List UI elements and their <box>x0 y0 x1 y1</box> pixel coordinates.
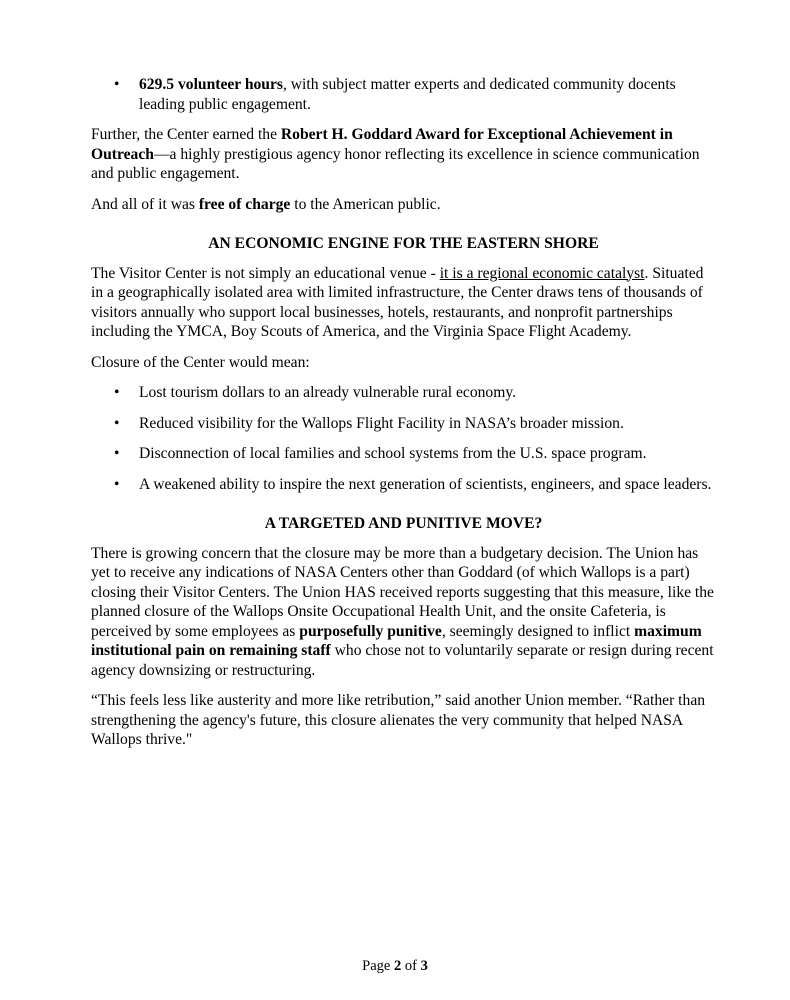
volunteer-bullet-list <box>91 75 716 114</box>
bold-text: maximum institutional pain on remaining staff <box>91 622 702 659</box>
section-heading-targeted-move: A TARGETED AND PUNITIVE MOVE? <box>264 515 543 532</box>
closure-bullet-list <box>91 383 716 494</box>
page-label: Page <box>362 958 394 974</box>
list-item <box>91 75 716 114</box>
list-item: • Disconnection of local families and school systems from the U.S. space program. <box>91 444 716 464</box>
paragraph-text: Further, the Center earned the <box>91 126 281 143</box>
quote-paragraph: “This feels less like austerity and more like retribution,” said another Union member. “Rather than strengthening the agency's future, this closure alienates the very community that helped NASA Wallops thrive." <box>91 692 706 748</box>
paragraph-text: There is growing concern that the closure may be more than a budgetary decision. The Union has yet to receive any indications of NASA Centers other than Goddard (of which Wallops is a part) closing their Visitor Centers. The Union HAS received reports suggesting that this measure, like the planned closure of the Wallops Onsite Occupational Health Unit, and the onsite Cafeteria, is perceived by some employees as <box>91 544 714 640</box>
page-number-total: 3 <box>420 958 428 974</box>
list-item: • A weakened ability to inspire the next generation of scientists, engineers, and space leaders. <box>91 475 716 495</box>
paragraph-text: —a highly prestigious agency honor reflecting its excellence in science communication and public engagement. <box>91 145 700 182</box>
list-item: • Reduced visibility for the Wallops Flight Facility in NASA’s broader mission. <box>91 414 716 434</box>
page-of-label: of <box>401 958 421 974</box>
award-paragraph <box>91 125 716 184</box>
closure-intro: Closure of the Center would mean: <box>91 353 310 371</box>
award-name: Robert H. Goddard Award for Exceptional Achievement in Outreach <box>91 126 673 163</box>
bullet-text: , with subject matter experts and dedicated community docents leading public engagement. <box>139 76 676 113</box>
page-footer <box>0 957 790 977</box>
free-paragraph <box>91 195 716 215</box>
paragraph-text: , seemingly designed to inflict <box>441 622 635 640</box>
section-heading-economic-engine: AN ECONOMIC ENGINE FOR THE EASTERN SHORE <box>208 235 599 252</box>
paragraph-text: And all of it was <box>91 195 199 213</box>
paragraph-text: to the American public. <box>290 195 441 213</box>
concern-paragraph <box>91 544 716 681</box>
paragraph-text: . Situated in a geographically isolated area with limited infrastructure, the Center draws tens of thousands of visitors annually who support local businesses, hotels, restaurants, and nonprofit partnerships including the YMCA, Boy Scouts of America, and the Virginia Space Flight Academy. <box>91 264 704 340</box>
paragraph-text: The Visitor Center is not simply an educational venue - <box>91 264 440 282</box>
bold-text: purposefully punitive <box>299 622 442 640</box>
paragraph-text: who chose not to voluntarily separate or resign during recent agency downsizing or restructuring. <box>91 642 714 679</box>
underlined-text: it is a regional economic catalyst <box>439 264 645 282</box>
page-number-current: 2 <box>393 958 402 974</box>
bold-text: 629.5 volunteer hours <box>139 76 283 93</box>
bold-text: free of charge <box>198 195 291 213</box>
list-item: • Lost tourism dollars to an already vulnerable rural economy. <box>91 383 716 403</box>
economic-paragraph <box>91 264 716 342</box>
document-page <box>91 75 716 761</box>
